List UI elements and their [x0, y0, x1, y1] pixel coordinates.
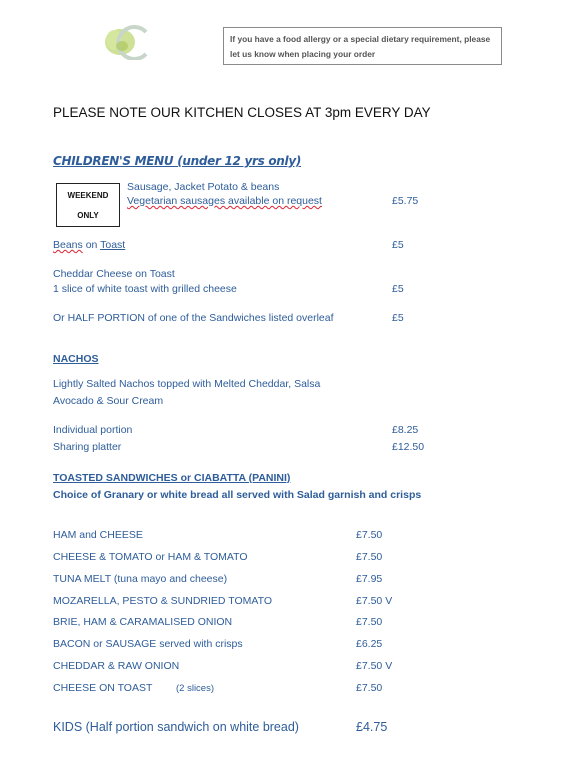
sandwich-price: £7.50	[356, 529, 383, 541]
kids-item-beans-on-toast	[53, 239, 125, 251]
sandwich-name: TUNA MELT (tuna mayo and cheese)	[53, 573, 228, 585]
sandwich-price: £7.95	[356, 573, 383, 585]
kitchen-closing-notice: PLEASE NOTE OUR KITCHEN CLOSES AT 3pm EVERY DAY	[53, 105, 431, 120]
childrens-menu-heading: CHILDREN'S MENU (under 12 yrs only)	[53, 154, 302, 168]
kids-item-beans-price: £5	[392, 239, 404, 251]
sandwich-price: £6.25	[356, 638, 383, 650]
sandwich-name: BRIE, HAM & CARAMALISED ONION	[53, 616, 233, 628]
toast-word: Toast	[100, 239, 126, 251]
toasted-subheading: Choice of Granary or white bread all served with Salad garnish and crisps	[53, 489, 422, 501]
nachos-desc-2: Avocado & Sour Cream	[53, 395, 164, 407]
kids-half-sandwich-label: KIDS (Half portion sandwich on white bread)	[53, 720, 299, 734]
nachos-desc-1: Lightly Salted Nachos topped with Melted Cheddar, Salsa	[53, 378, 321, 390]
sandwich-note: (2 slices)	[176, 683, 215, 694]
sandwich-name: MOZARELLA, PESTO & SUNDRIED TOMATO	[53, 595, 272, 607]
only-label: ONLY	[77, 211, 99, 220]
sandwich-name: BACON or SAUSAGE served with crisps	[53, 638, 243, 650]
nachos-individual-price: £8.25	[392, 424, 419, 436]
sandwich-price: £7.50	[356, 551, 383, 563]
sandwich-name: CHEESE ON TOAST	[53, 682, 153, 694]
beans-word: Beans	[53, 239, 83, 251]
kids-item-half-portion: Or HALF PORTION of one of the Sandwiches listed overleaf	[53, 312, 334, 324]
on-word: on	[82, 239, 101, 251]
weekend-label: WEEKEND	[67, 191, 109, 200]
nachos-heading: NACHOS	[53, 353, 99, 365]
kids-half-sandwich-price: £4.75	[356, 720, 388, 734]
toasted-heading: TOASTED SANDWICHES or CIABATTA (PANINI)	[53, 472, 291, 484]
kids-item-half-portion-price: £5	[392, 312, 404, 324]
kids-item-cheese-toast: Cheddar Cheese on Toast	[53, 268, 175, 280]
cafe-logo	[100, 24, 152, 60]
nachos-sharing-label: Sharing platter	[53, 441, 122, 453]
kids-item-sausage-price: £5.75	[392, 195, 419, 207]
sandwich-price: £7.50	[356, 682, 383, 694]
kids-item-cheese-toast-desc: 1 slice of white toast with grilled cheese	[53, 283, 237, 295]
sandwich-name: CHEESE & TOMATO or HAM & TOMATO	[53, 551, 248, 563]
sandwich-name: CHEDDAR & RAW ONION	[53, 660, 180, 672]
sandwich-price: £7.50	[356, 616, 383, 628]
kids-item-sausage: Sausage, Jacket Potato & beans	[127, 181, 280, 193]
kids-item-vegetarian-note: Vegetarian sausages available on request	[127, 195, 322, 207]
sandwich-price: £7.50 V	[356, 660, 393, 672]
nachos-sharing-price: £12.50	[392, 441, 425, 453]
nachos-individual-label: Individual portion	[53, 424, 133, 436]
weekend-only-box	[56, 183, 120, 227]
kids-item-cheese-toast-price: £5	[392, 283, 404, 295]
sandwich-price: £7.50 V	[356, 595, 393, 607]
allergy-notice: If you have a food allergy or a special dietary requirement, please let us know when placing your order	[223, 27, 502, 65]
sandwich-name: HAM and CHEESE	[53, 529, 143, 541]
